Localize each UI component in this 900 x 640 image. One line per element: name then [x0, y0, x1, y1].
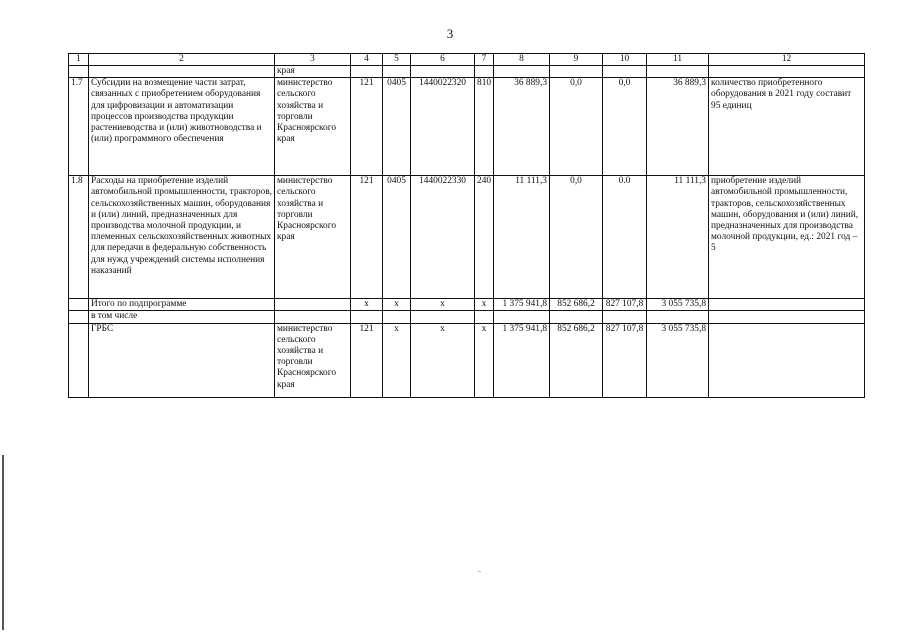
table-cell	[709, 311, 865, 323]
value-2022: 852 686,2	[550, 323, 603, 397]
measure-name: Субсидии на возмещение части затрат, связанных с приобретением оборудования для цифровизации и автоматизации процессов производства продукции растениеводства и (или) животноводства и (или) программного обеспечения	[89, 78, 275, 176]
expected-result: количество приобретенного оборудования в 2021 году составит 95 единиц	[709, 78, 865, 176]
including-label: в том числе	[89, 311, 275, 323]
value-2021: 1 375 941,8	[494, 299, 550, 311]
rzpr-code: 0405	[383, 78, 411, 176]
continuation-row	[69, 66, 865, 78]
binding-mark	[2, 455, 4, 630]
table-cell	[709, 66, 865, 78]
value-total: 11 111,3	[647, 176, 709, 299]
table-cell	[275, 299, 351, 311]
table-cell	[603, 66, 647, 78]
value-2021: 11 111,3	[494, 176, 550, 299]
value-2021: 36 889,3	[494, 78, 550, 176]
grbs-code: 121	[351, 176, 383, 299]
col-header: 3	[275, 54, 351, 66]
column-number-row	[69, 54, 865, 66]
table-cell	[411, 66, 475, 78]
table-row-1-7	[69, 78, 865, 176]
expected-result: приобретение изделий автомобильной промышленности, тракторов, сельскохозяйственных машин, оборудования и (или) линий, предназначенных для производства молочной продукции, ед.: 2021 год – 5	[709, 176, 865, 299]
grbs-row	[69, 323, 865, 397]
org-cell: министерство сельского хозяйства и торговли Красноярского края	[275, 78, 351, 176]
row-number: 1.8	[69, 176, 89, 299]
table-cell	[69, 299, 89, 311]
org-cell: министерство сельского хозяйства и торговли Красноярского края	[275, 176, 351, 299]
table-cell	[647, 311, 709, 323]
col-header: 11	[647, 54, 709, 66]
value-total: 3 055 735,8	[647, 299, 709, 311]
table-cell	[603, 311, 647, 323]
total-label: Итого по подпрограмме	[89, 299, 275, 311]
value-total: 3 055 735,8	[647, 323, 709, 397]
col-header: 4	[351, 54, 383, 66]
vr-code: x	[475, 323, 494, 397]
col-header: 7	[475, 54, 494, 66]
page-number: 3	[446, 26, 454, 41]
vr-code: x	[475, 299, 494, 311]
col-header: 5	[383, 54, 411, 66]
rzpr-code: 0405	[383, 176, 411, 299]
col-header: 12	[709, 54, 865, 66]
rzpr-code: x	[383, 299, 411, 311]
value-2023: 827 107,8	[603, 323, 647, 397]
table-cell	[647, 66, 709, 78]
table-cell	[411, 311, 475, 323]
col-header: 10	[603, 54, 647, 66]
value-2022: 852 686,2	[550, 299, 603, 311]
grbs-label: ГРБС	[89, 323, 275, 397]
col-header: 2	[89, 54, 275, 66]
table-cell	[383, 311, 411, 323]
csr-code: 1440022330	[411, 176, 475, 299]
including-row	[69, 311, 865, 323]
table-cell	[351, 66, 383, 78]
grbs-code: 121	[351, 323, 383, 397]
table-cell	[550, 311, 603, 323]
value-total: 36 889,3	[647, 78, 709, 176]
vr-code: 240	[475, 176, 494, 299]
csr-code: 1440022320	[411, 78, 475, 176]
table-cell	[709, 299, 865, 311]
org-cell: края	[275, 66, 351, 78]
table-cell	[69, 311, 89, 323]
col-header: 8	[494, 54, 550, 66]
csr-code: x	[411, 323, 475, 397]
value-2021: 1 375 941,8	[494, 323, 550, 397]
table-cell	[89, 66, 275, 78]
table-cell	[494, 66, 550, 78]
budget-table	[68, 53, 865, 398]
row-number: 1.7	[69, 78, 89, 176]
total-row	[69, 299, 865, 311]
table-row-1-8	[69, 176, 865, 299]
table-cell	[709, 323, 865, 397]
col-header: 9	[550, 54, 603, 66]
table-cell	[69, 323, 89, 397]
value-2022: 0,0	[550, 176, 603, 299]
table-cell	[383, 66, 411, 78]
table-cell	[69, 66, 89, 78]
col-header: 1	[69, 54, 89, 66]
rzpr-code: x	[383, 323, 411, 397]
value-2023: 0,0	[603, 78, 647, 176]
scan-speck	[478, 571, 481, 572]
table-cell	[475, 66, 494, 78]
grbs-code: x	[351, 299, 383, 311]
value-2023: 827 107,8	[603, 299, 647, 311]
value-2022: 0,0	[550, 78, 603, 176]
csr-code: x	[411, 299, 475, 311]
col-header: 6	[411, 54, 475, 66]
org-cell: министерство сельского хозяйства и торговли Красноярского края	[275, 323, 351, 397]
table-cell	[275, 311, 351, 323]
table-cell	[494, 311, 550, 323]
table-cell	[475, 311, 494, 323]
value-2023: 0.0	[603, 176, 647, 299]
table-cell	[550, 66, 603, 78]
vr-code: 810	[475, 78, 494, 176]
measure-name: Расходы на приобретение изделий автомобильной промышленности, тракторов, сельскохозяйственных машин, оборудования и (или) линий, предназначенных для производства молочной продукции, и племенных сельскохозяйственных животных для передачи в федеральную собственность для нужд учреждений системы исполнения наказаний	[89, 176, 275, 299]
grbs-code: 121	[351, 78, 383, 176]
table-cell	[351, 311, 383, 323]
